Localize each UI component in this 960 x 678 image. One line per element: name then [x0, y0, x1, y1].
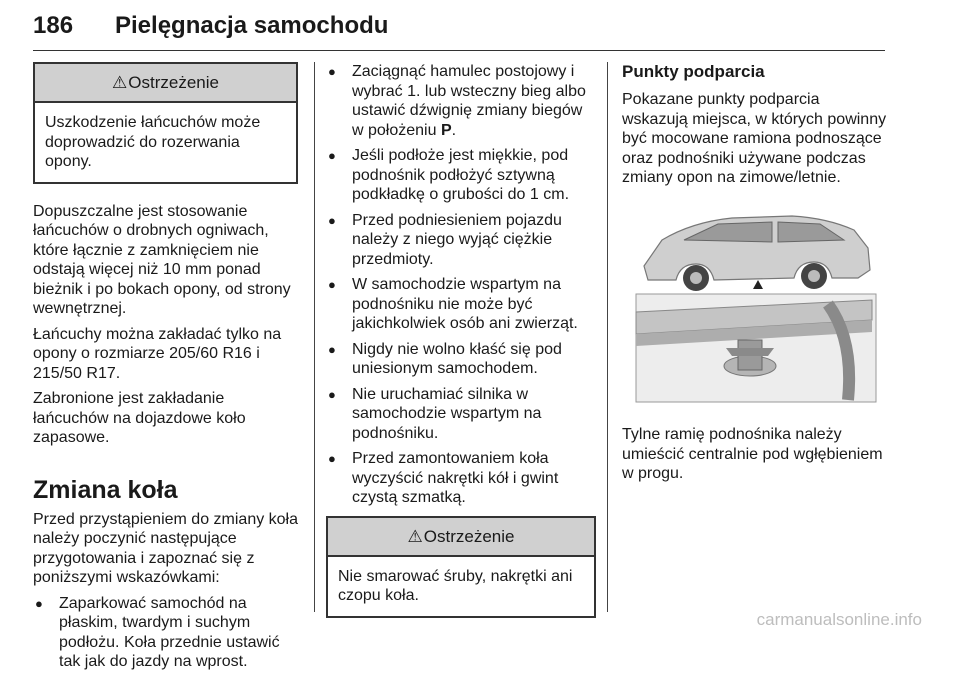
bullet-list — [326, 62, 596, 508]
warning-header — [35, 64, 296, 103]
column-3 — [622, 62, 887, 490]
warning-text: Uszkodzenie łańcuchów może doprowadzić do rozerwania opony. — [45, 114, 261, 170]
list-item: ● Przed zamontowaniem koła wyczyścić nakrętki kół i gwint czystą szmatką. — [326, 449, 596, 508]
subsection-title: Punkty podparcia — [622, 62, 765, 81]
gear-p-label: P — [440, 121, 452, 139]
paragraph-chains-forbidden: Zabronione jest zakładanie łańcuchów na dojazdowe koło zapasowe. — [33, 390, 246, 446]
jack-detail-icon — [636, 294, 876, 402]
watermark: carmanualsonline.info — [756, 610, 922, 629]
page-title: Pielęgnacja samochodu — [115, 12, 389, 39]
warning-box-chains — [33, 62, 298, 184]
warning-box-lubrication — [326, 516, 596, 618]
warning-icon: ⚠ — [112, 73, 128, 92]
column-2 — [326, 62, 596, 630]
rear-jack-text: Tylne ramię podnośnika należy umieścić centralnie pod wgłębieniem w progu. — [622, 426, 883, 482]
warning-icon: ⚠ — [407, 526, 423, 546]
paragraph-chains-allowed: Dopuszczalne jest stosowanie łańcuchów o drobnych ogniwach, które łącznie z zamknięciem nie odstają więcej niż 10 mm ponad bieżnik i po bokach opony, od strony wewnętrznej. — [33, 202, 291, 317]
warning-header — [328, 518, 594, 557]
section-intro: Przed przystąpieniem do zmiany koła należy poczynić następujące przygotowania i zapoznać się z poniższymi wskazówkami: — [33, 510, 299, 586]
warning-title: Ostrzeżenie — [128, 73, 219, 92]
section-title: Zmiana koła — [33, 475, 178, 504]
list-item: ● Zaparkować samochód na płaskim, twardym i suchym podłożu. Koła przednie ustawić tak jak do jazdy na wprost. — [33, 594, 298, 672]
bullet-text: Zaciągnąć hamulec postojowy i wybrać 1. lub wsteczny bieg albo ustawić dźwignię zmiany biegów w położeniu — [352, 63, 586, 139]
column-1 — [33, 62, 298, 678]
warning-text: Nie smarować śruby, nakrętki ani czopu koła. — [338, 567, 573, 604]
list-item: ● Jeśli podłoże jest miękkie, pod podnośnik podłożyć sztywną podkładkę o grubości do 1 cm. — [326, 146, 596, 205]
list-item: ● Nigdy nie wolno kłaść się pod uniesionym samochodem. — [326, 340, 596, 379]
list-item: ● Przed podniesieniem pojazdu należy z niego wyjąć ciężkie przedmioty. — [326, 211, 596, 270]
list-item — [326, 62, 596, 140]
car-jack-illustration — [622, 200, 884, 408]
page-number: 186 — [33, 12, 74, 39]
warning-title: Ostrzeżenie — [423, 526, 515, 546]
bullet-list — [33, 594, 298, 672]
page-header — [33, 0, 885, 51]
lift-points-text: Pokazane punkty podparcia wskazują miejsca, w których powinny być mocowane ramiona podnoszące oraz podnośniki używane podczas zmiany opon na zimowe/letnie. — [622, 91, 887, 186]
paragraph-chains-sizes: Łańcuchy można zakładać tylko na opony o rozmiarze 205/60 R16 i 215/50 R17. — [33, 325, 282, 382]
column-divider-2 — [607, 62, 608, 612]
bullet-end: . — [451, 121, 457, 139]
column-divider-1 — [314, 62, 315, 612]
list-item: ● Nie uruchamiać silnika w samochodzie wspartym na podnośniku. — [326, 385, 596, 444]
list-item: ● W samochodzie wspartym na podnośniku nie może być jakichkolwiek osób ani zwierząt. — [326, 275, 596, 334]
